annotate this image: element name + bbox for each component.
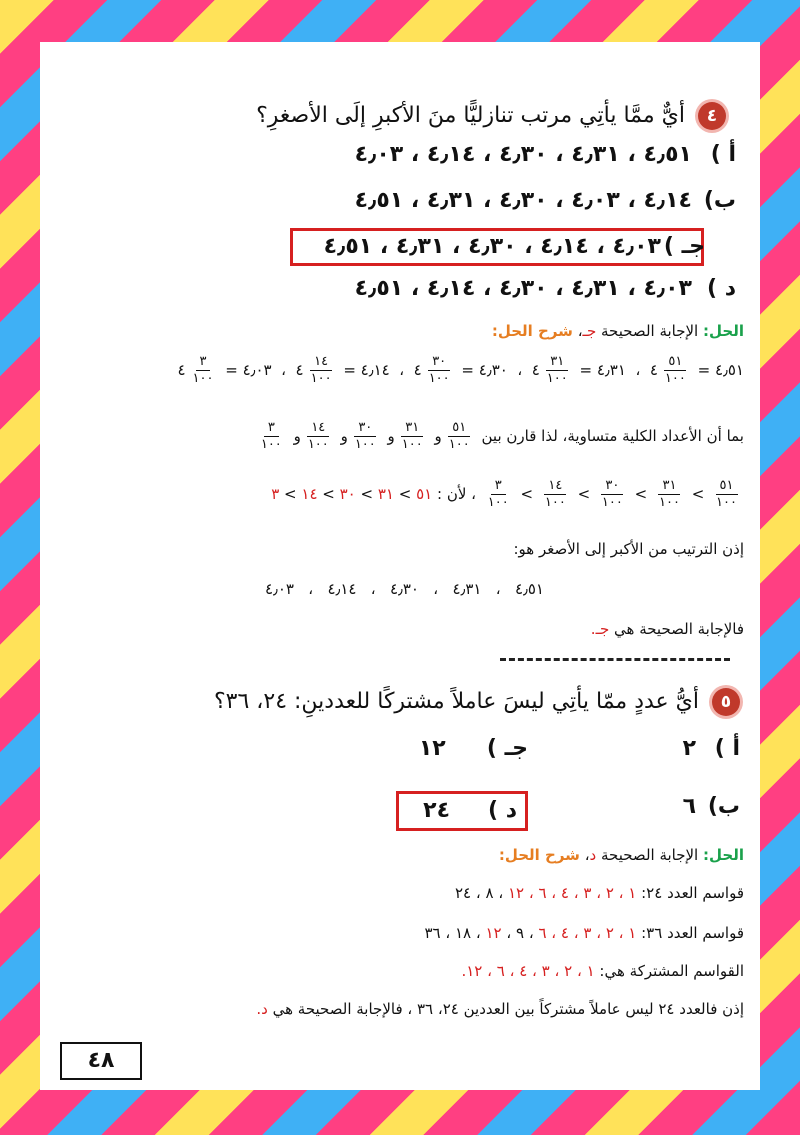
fraction-equations: ٤٫٥١ = $\frac{٥١}{١٠٠}$ ٤ ، ٤٫٣١ = $\frac{٣١}{١٠٠}$ ٤ ، ٤٫٣٠ = $\frac{٣٠}{١٠٠}$ ٤ ، ٤٫١٤ = $\frac{١٤}{١٠٠}$ ٤ ، ٤٫٠٣ = $\frac{٣}{١٠٠}$ ٤ — [177, 354, 744, 386]
option-value: ٤٫٥١ ، ٤٫٣١ ، ٤٫٣٠ ، ٤٫١٤ ، ٤٫٠٣ — [354, 142, 692, 167]
q4-solution-header: الحل: الإجابة الصحيحة جـ، شرح الحل: — [491, 322, 744, 340]
option-letter: أ ) — [710, 142, 736, 167]
final-answer-5: إذن فالعدد ٢٤ ليس عاملاً مشتركاً بين العددين ٢٤، ٣٦ ، فالإجابة الصحيحة هي د. — [256, 1000, 744, 1018]
final-answer-4: فالإجابة الصحيحة هي جـ. — [590, 620, 744, 638]
factors-24: قواسم العدد ٢٤: ١ ، ٢ ، ٣ ، ٤ ، ٦ ، ١٢ ، ٨ ، ٢٤ — [454, 884, 744, 902]
q4-option-a — [355, 142, 736, 167]
ordered-values: ٤٫٥١ ، ٤٫٣١ ، ٤٫٣٠ ، ٤٫١٤ ، ٤٫٠٣ — [264, 580, 544, 598]
section-divider — [500, 658, 730, 661]
option-value: ٤٫٠٣ ، ٤٫٣١ ، ٤٫٣٠ ، ٤٫١٤ ، ٤٫٥١ — [354, 276, 692, 301]
q5-option-c: جـ ) ١٢ — [418, 736, 528, 761]
question-text: أيٌّ ممَّا يأتِي مرتب تنازليًّا منَ الأكبرِ إلَى الأصغرِ؟ — [256, 103, 685, 128]
q4-option-d — [355, 276, 736, 301]
question-text: أيُّ عددٍ ممّا يأتِي ليسَ عاملاً مشتركًا للعددينِ: ٢٤، ٣٦؟ — [213, 689, 699, 714]
compare-line: بما أن الأعداد الكلية متساوية، لذا قارن بين $\frac{٥١}{١٠٠}$ و $\frac{٣١}{١٠٠}$ و $\frac{٣٠}{١٠٠}$ و $\frac{١٤}{١٠٠}$ و $\frac{٣}{١٠٠}$ — [260, 420, 744, 452]
page-sheet — [40, 42, 760, 1090]
eq-item: ٤٫٥١ = $\frac{٥١}{١٠٠}$ ٤ — [649, 354, 744, 386]
order-line: $\frac{٥١}{١٠٠}$ > $\frac{٣١}{١٠٠}$ > $\frac{٣٠}{١٠٠}$ > $\frac{١٤}{١٠٠}$ > $\frac{٣}{١٠٠}$ ، لأن : ٥١ > ٣١ > ٣٠ > ١٤ > ٣ — [271, 478, 737, 510]
q4-option-c-correct — [290, 228, 704, 266]
option-value: ٤٫١٤ ، ٤٫٠٣ ، ٤٫٣٠ ، ٤٫٣١ ، ٤٫٥١ — [354, 188, 692, 213]
q5-option-a: أ )٢ — [682, 736, 740, 761]
eq-item: ٤٫٣٠ = $\frac{٣٠}{١٠٠}$ ٤ — [413, 354, 508, 386]
question-4-block — [256, 94, 740, 356]
answer-text: الإجابة الصحيحة — [601, 322, 699, 340]
option-value: ٤٫٠٣ ، ٤٫١٤ ، ٤٫٣٠ ، ٤٫٣١ ، ٤٫٥١ — [323, 234, 661, 259]
option-letter: جـ ) — [663, 234, 705, 259]
factors-36: قواسم العدد ٣٦: ١ ، ٢ ، ٣ ، ٤ ، ٦ ، ٩ ، ١٢ ، ١٨ ، ٣٦ — [424, 924, 744, 942]
then-text: إذن الترتيب من الأكبر إلى الأصغر هو: — [513, 540, 744, 558]
common-factors: القواسم المشتركة هي: ١ ، ٢ ، ٣ ، ٤ ، ٦ ، ١٢. — [461, 962, 744, 980]
eq-item: ٤٫١٤ = $\frac{١٤}{١٠٠}$ ٤ — [295, 354, 390, 386]
q4-option-b — [355, 188, 736, 213]
page-number: ٤٨ — [60, 1042, 142, 1080]
q5-solution-header: الحل: الإجابة الصحيحة د، شرح الحل: — [498, 846, 744, 864]
q5-option-d-correct: د ) ٢٤ — [396, 791, 528, 831]
question-4-title — [256, 102, 726, 130]
question-number-badge: ٥ — [712, 688, 740, 716]
option-letter: د ) — [706, 276, 736, 301]
eq-item: ٤٫٠٣ = $\frac{٣}{١٠٠}$ ٤ — [177, 354, 272, 386]
option-letter: ب) — [703, 188, 736, 213]
eq-item: ٤٫٣١ = $\frac{٣١}{١٠٠}$ ٤ — [531, 354, 626, 386]
question-number-badge: ٤ — [698, 102, 726, 130]
answer-letter: جـ — [582, 322, 597, 340]
solution-label: الحل: — [703, 322, 744, 340]
question-5-title — [214, 688, 740, 716]
explain-label: شرح الحل: — [491, 322, 573, 340]
q5-option-b: ب)٦ — [682, 794, 740, 819]
